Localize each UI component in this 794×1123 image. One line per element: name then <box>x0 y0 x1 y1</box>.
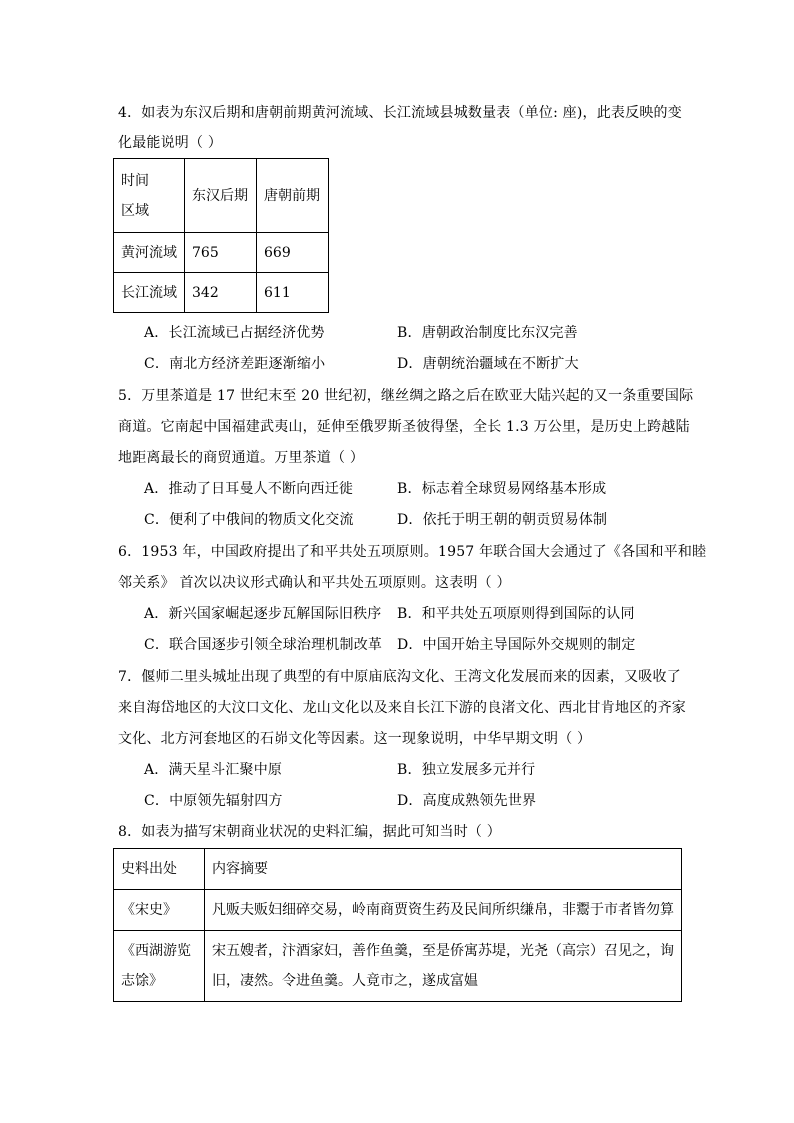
q8-row1-content: 凡贩夫贩妇细碎交易，岭南商贾资生药及民间所织缣帛，非鬻于市者皆勿算 <box>205 890 682 931</box>
q8-table <box>113 848 682 1002</box>
q6-stem-line2: 邻关系》 首次以决议形式确认和平共处五项原则。这表明（ ） <box>118 575 511 591</box>
q5-option-d[interactable]: D．依托于明王朝的朝贡贸易体制 <box>397 512 608 528</box>
q7-option-d[interactable]: D．高度成熟领先世界 <box>397 793 537 809</box>
q4-row2-v2: 611 <box>257 273 329 313</box>
q4-corner-bottom: 区域 <box>121 202 149 219</box>
q7-option-c[interactable]: C．中原领先辐射四方 <box>144 793 283 809</box>
q8-row2-content-line1: 宋五嫂者，汴酒家妇，善作鱼羹，至是侨寓苏堤，光尧（高宗）召见之，询 <box>212 943 674 959</box>
q4-option-d[interactable]: D．唐朝统治疆域在不断扩大 <box>397 356 579 372</box>
q4-corner-top: 时间 <box>121 172 149 189</box>
q4-col1-header: 东汉后期 <box>185 159 257 233</box>
q6-option-a[interactable]: A．新兴国家崛起逐步瓦解国际旧秩序 <box>144 606 382 622</box>
q6-stem-line1: 6．1953 年，中国政府提出了和平共处五项原则。1957 年联合国大会通过了《各国和平和睦 <box>118 544 707 560</box>
q4-col2-header: 唐朝前期 <box>257 159 329 233</box>
q7-stem-line3: 文化、北方河套地区的石峁文化等因素。这一现象说明，中华早期文明（ ） <box>118 731 592 747</box>
q8-header-content: 内容摘要 <box>205 849 682 890</box>
q5-option-a[interactable]: A．推动了日耳曼人不断向西迁徙 <box>144 481 354 497</box>
q4-option-c[interactable]: C．南北方经济差距逐渐缩小 <box>144 356 326 372</box>
q5-option-c[interactable]: C．便利了中俄间的物质文化交流 <box>144 512 354 528</box>
q4-stem-line1: 4．如表为东汉后期和唐朝前期黄河流域、长江流域县城数量表（单位: 座)，此表反映的变 <box>118 105 682 121</box>
q5-stem-line2: 商道。它南起中国福建武夷山，延伸至俄罗斯圣彼得堡，全长 1.3 万公里，是历史上跨越陆 <box>118 419 690 435</box>
q4-row2-region: 长江流域 <box>114 273 185 313</box>
q4-table <box>113 158 329 313</box>
q7-option-a[interactable]: A．满天星斗汇聚中原 <box>144 762 283 778</box>
q8-row2-content-line2: 旧，凄然。令进鱼羹。人竟市之，遂成富媪 <box>212 973 478 989</box>
q4-row1-v2: 669 <box>257 233 329 273</box>
q6-option-b[interactable]: B．和平共处五项原则得到国际的认同 <box>397 606 635 622</box>
q5-stem-line1: 5．万里茶道是 17 世纪末至 20 世纪初，继丝绸之路之后在欧亚大陆兴起的又一条重要国际 <box>118 388 694 404</box>
q5-option-b[interactable]: B．标志着全球贸易网络基本形成 <box>397 481 607 497</box>
q4-option-a[interactable]: A．长江流域已占据经济优势 <box>144 325 325 341</box>
q4-option-b[interactable]: B．唐朝政治制度比东汉完善 <box>397 325 578 341</box>
q8-row2-source <box>114 931 205 1002</box>
q6-option-d[interactable]: D．中国开始主导国际外交规则的制定 <box>397 637 636 653</box>
q5-stem-line3: 地距离最长的商贸通道。万里茶道（ ） <box>118 450 365 466</box>
q4-row1-region: 黄河流域 <box>114 233 185 273</box>
q7-option-b[interactable]: B．独立发展多元并行 <box>397 762 536 778</box>
q4-table-corner <box>114 159 185 233</box>
q8-row2-content <box>205 931 682 1002</box>
q7-stem-line1: 7．偃师二里头城址出现了典型的有中原庙底沟文化、王湾文化发展而来的因素，又吸收了 <box>118 669 681 685</box>
q7-stem-line2: 来自海岱地区的大汶口文化、龙山文化以及来自长江下游的良渚文化、西北甘肯地区的齐家 <box>118 700 686 716</box>
q4-stem-line2: 化最能说明（ ） <box>118 135 223 151</box>
q8-row1-source: 《宋史》 <box>114 890 205 931</box>
q4-row1-v1: 765 <box>185 233 257 273</box>
q8-row2-source-line2: 志馀》 <box>121 973 163 989</box>
q4-row2-v1: 342 <box>185 273 257 313</box>
q8-stem: 8．如表为描写宋朝商业状况的史料汇编，据此可知当时（ ） <box>118 824 501 840</box>
q6-option-c[interactable]: C．联合国逐步引领全球治理机制改革 <box>144 637 383 653</box>
q8-row2-source-line1: 《西湖游览 <box>121 943 191 959</box>
q8-header-source: 史料出处 <box>114 849 205 890</box>
